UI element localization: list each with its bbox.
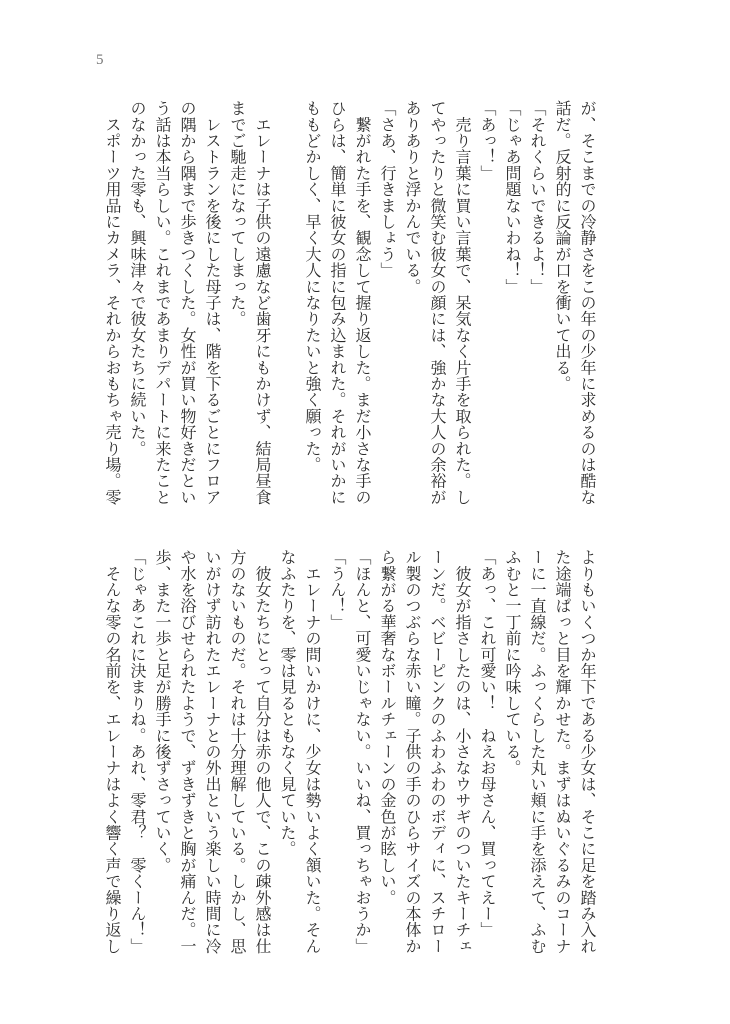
text-line: 話だ。反射的に反論が口を衝いて出る。 <box>553 100 572 392</box>
text-block-top <box>100 100 600 510</box>
text-line: 「あっ！」 <box>478 100 497 181</box>
text-line: ふむと一丁前に吟味している。 <box>503 549 522 776</box>
text-line: が、そこまでの冷静さをこの年の少年に求めるのは酷な <box>578 100 597 505</box>
text-line: 「ほんと、可愛いじゃない。いいね、買っちゃおうか」 <box>353 549 372 954</box>
text-line: 彼女たちにとって自分は赤の他人で、この疎外感は仕 <box>253 549 272 954</box>
text-block-bottom <box>100 549 600 959</box>
text-line: 「じゃあ問題ないわね！」 <box>503 100 522 295</box>
text-line: 「あっ、これ可愛い！ ねえお母さん、買ってえー」 <box>478 549 497 938</box>
text-line: そんな零の名前を、エレーナはよく響く声で繰り返し <box>103 549 122 955</box>
text-line: 「さあ、行きましょう」 <box>378 100 397 279</box>
text-line: ら繋がる華奢なボールチェーンの金色が眩しい。 <box>378 549 397 906</box>
page-number: 5 <box>96 52 104 68</box>
text-line: ーに一直線だ。ふっくらした丸い頬に手を添えて、ふむ <box>528 549 547 954</box>
text-line: 「それくらいできるよ！」 <box>528 100 547 295</box>
text-line: 売り言葉に買い言葉で、呆気なく片手を取られた。し <box>453 100 472 505</box>
text-line: ーンだ。ベビーピンクのふわふわのボディに、スチロー <box>428 549 447 954</box>
text-line: レストランを後にした母子は、階を下るごとにフロア <box>203 100 222 505</box>
text-line: ひらは、簡単に彼女の指に包み込まれた。それがいかに <box>328 100 347 505</box>
text-line: のなかった零も、興味津々で彼女たちに続いた。 <box>128 100 147 457</box>
text-line: の隅から隅まで歩きつくした。女性が買い物好きだとい <box>178 100 197 505</box>
text-line: う話は本当らしい。これまであまりデパートに来たこと <box>153 100 172 505</box>
text-line: ももどかしく、早く大人になりたいと強く願った。 <box>303 100 322 473</box>
text-line: エレーナは子供の遠慮など歯牙にもかけず、結局昼食 <box>253 100 272 505</box>
text-line: 「うん！」 <box>328 549 347 630</box>
text-line: いがけず訪れたエレーナとの外出という楽しい時間に冷 <box>203 549 222 954</box>
text-line: ル製のつぶらな赤い瞳。子供の手のひらサイズの本体か <box>403 549 422 954</box>
text-line: エレーナの問いかけに、少女は勢いよく頷いた。そん <box>303 549 322 954</box>
text-line: 繋がれた手を、観念して握り返した。まだ小さな手の <box>353 100 372 505</box>
text-line: てやったりと微笑む彼女の顔には、強かな大人の余裕が <box>428 100 447 505</box>
text-line: や水を浴びせられたようで、ずきずきと胸が痛んだ。一 <box>178 549 197 954</box>
text-line: よりもいくつか年下である少女は、そこに足を踏み入れ <box>578 549 597 954</box>
scene-break-blank-line <box>275 100 300 510</box>
text-line: スポーツ用品にカメラ、それからおもちゃ売り場。零 <box>103 100 122 505</box>
text-line: 彼女が指さしたのは、小さなウサギのついたキーチェ <box>453 549 472 954</box>
text-line: までご馳走になってしまった。 <box>228 100 247 327</box>
text-line: ありありと浮かんでいる。 <box>403 100 422 295</box>
text-line: なふたりを、零は見るともなく見ていた。 <box>278 549 297 857</box>
text-line: 「じゃあこれに決まりね。あれ、零君？ 零くーん！」 <box>128 549 147 954</box>
text-line: 歩、また一歩と足が勝手に後ずさっていく。 <box>153 549 172 873</box>
text-line: 方のないものだ。それは十分理解している。しかし、思 <box>228 549 247 954</box>
text-line: た途端ぱっと目を輝かせた。まずはぬいぐるみのコーナ <box>553 549 572 954</box>
